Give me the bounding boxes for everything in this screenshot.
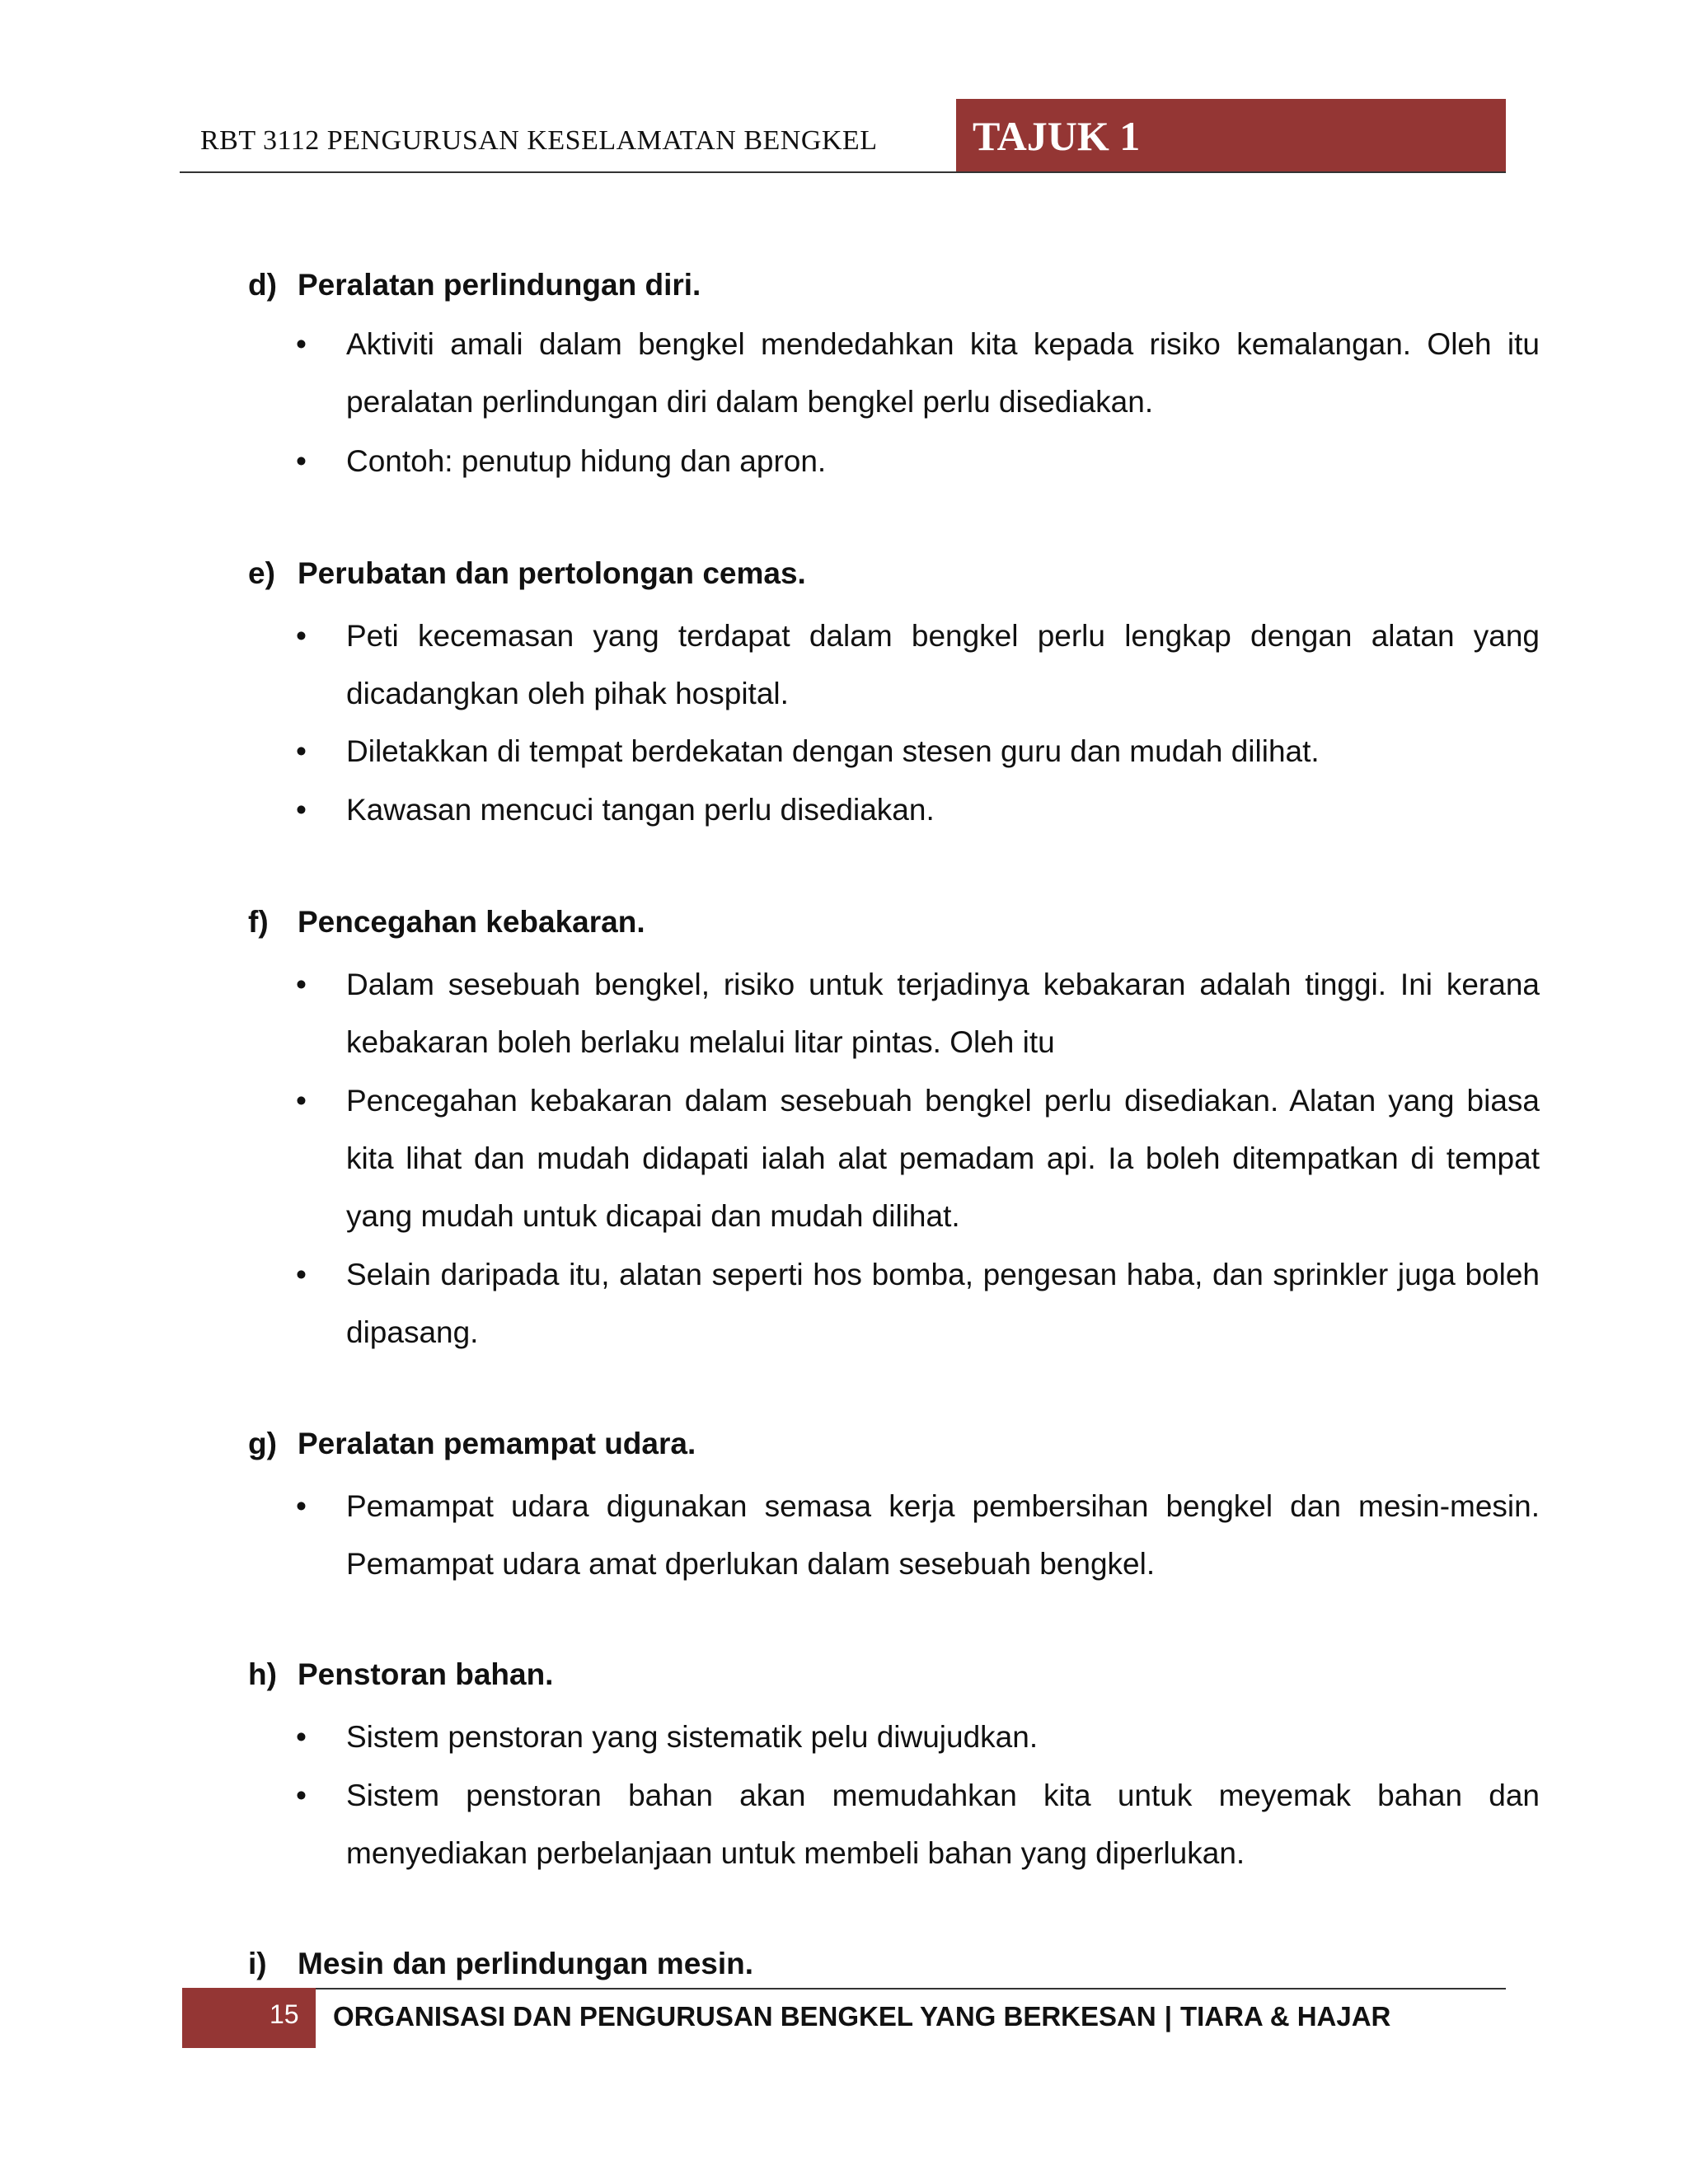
list-item-text: Pemampat udara digunakan semasa kerja pembersihan bengkel dan mesin-mesin. Pemampat udara amat dperlukan dalam sesebuah bengkel. (346, 1489, 1540, 1581)
bullet-icon: • (296, 968, 307, 1001)
section-letter: e) (248, 556, 275, 590)
bullet-icon: • (296, 1258, 307, 1291)
topic-tag (956, 99, 1506, 171)
section-letter: h) (248, 1657, 277, 1691)
section-title (248, 1657, 553, 1692)
section-heading: Peralatan perlindungan diri. (298, 268, 701, 302)
section-heading: Penstoran bahan. (298, 1657, 554, 1691)
header-rule (180, 171, 1506, 173)
list-item-text: Pencegahan kebakaran dalam sesebuah bengkel perlu disediakan. Alatan yang biasa kita lihat dan mudah didapati ialah alat pemadam api. Ia boleh ditempatkan di tempat yang mudah untuk dicapai dan mudah dilihat. (346, 1084, 1540, 1233)
bullet-icon: • (296, 1489, 307, 1523)
bullet-icon: • (296, 1084, 307, 1118)
section-letter: d) (248, 268, 277, 302)
header-course-title: RBT 3112 PENGURUSAN KESELAMATAN BENGKEL (200, 125, 878, 156)
section-heading: Pencegahan kebakaran. (298, 905, 645, 939)
footer-text (333, 2001, 1390, 2032)
page-number-box (182, 1988, 316, 2048)
bullet-icon: • (296, 1779, 307, 1812)
topic-tag-label: TAJUK 1 (973, 113, 1141, 159)
bullet-icon: • (296, 327, 307, 361)
section-title (248, 1947, 753, 1981)
section-title (248, 1427, 696, 1461)
list-item-text: Peti kecemasan yang terdapat dalam bengkel perlu lengkap dengan alatan yang dicadangkan oleh pihak hospital. (346, 619, 1540, 710)
section-letter: g) (248, 1427, 277, 1460)
list-item-text: Sistem penstoran yang sistematik pelu diwujudkan. (346, 1720, 1039, 1754)
list-item-text: Sistem penstoran bahan akan memudahkan kita untuk meyemak bahan dan menyediakan perbelanjaan untuk membeli bahan yang diperlukan. (346, 1779, 1540, 1870)
footer-chapter-title: ORGANISASI DAN PENGURUSAN BENGKEL YANG BERKESAN (333, 2001, 1156, 2032)
section-title (248, 268, 701, 302)
footer-separator: | (1164, 2001, 1172, 2032)
bullet-icon: • (296, 1720, 307, 1754)
bullet-icon: • (296, 444, 307, 478)
section-letter: f) (248, 905, 269, 939)
list-item-text: Selain daripada itu, alatan seperti hos bomba, pengesan haba, dan sprinkler juga boleh dipasang. (346, 1258, 1540, 1349)
section-heading: Perubatan dan pertolongan cemas. (298, 556, 806, 590)
list-item-text: Aktiviti amali dalam bengkel mendedahkan kita kepada risiko kemalangan. Oleh itu peralatan perlindungan diri dalam bengkel perlu disediakan. (346, 327, 1540, 419)
page-number: 15 (270, 1999, 299, 2029)
list-item-text: Diletakkan di tempat berdekatan dengan stesen guru dan mudah dilihat. (346, 734, 1320, 768)
bullet-icon: • (296, 734, 307, 768)
footer-rule (316, 1988, 1506, 1990)
list-item-text: Kawasan mencuci tangan perlu disediakan. (346, 793, 935, 827)
section-heading: Mesin dan perlindungan mesin. (298, 1947, 754, 1980)
section-heading: Peralatan pemampat udara. (298, 1427, 696, 1460)
bullet-icon: • (296, 619, 307, 653)
bullet-icon: • (296, 793, 307, 827)
section-letter: i) (248, 1947, 267, 1980)
list-item-text: Contoh: penutup hidung dan apron. (346, 444, 827, 478)
list-item-text: Dalam sesebuah bengkel, risiko untuk terjadinya kebakaran adalah tinggi. Ini kerana kebakaran boleh berlaku melalui litar pintas. Oleh itu (346, 968, 1540, 1059)
section-title (248, 905, 645, 940)
section-title (248, 556, 806, 591)
footer-authors: TIARA & HAJAR (1179, 2001, 1391, 2032)
